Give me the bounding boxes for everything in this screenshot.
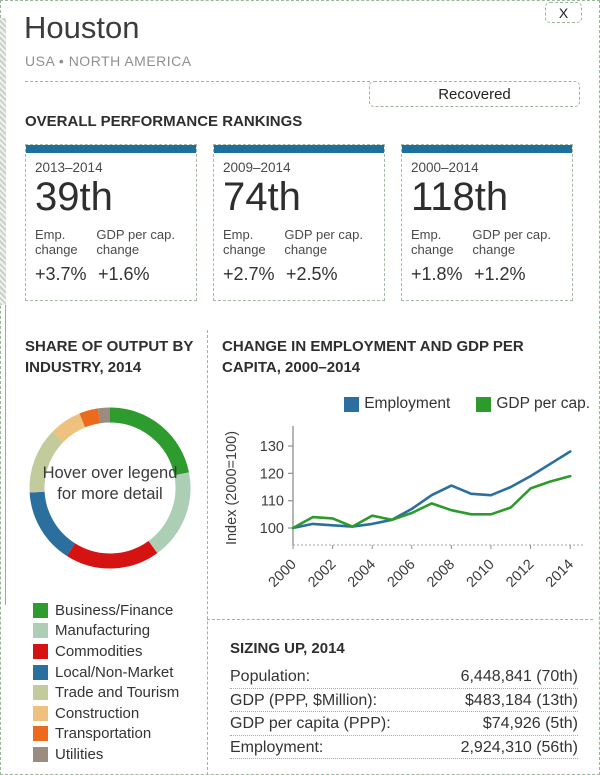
gdp-change-label: GDP per cap. change	[284, 227, 363, 258]
header-divider	[25, 81, 370, 82]
row-label: Employment:	[230, 738, 324, 756]
gdp-per-cap-swatch-icon	[476, 397, 491, 412]
page-subtitle: USA • NORTH AMERICA	[25, 53, 192, 69]
card-accent-bar	[214, 145, 384, 153]
legend-label: Manufacturing	[55, 622, 151, 640]
close-button[interactable]: X	[545, 2, 582, 23]
commodities-swatch-icon	[33, 644, 48, 659]
legend-item-transportation[interactable]	[33, 724, 179, 745]
x-tick-label: 2000	[265, 556, 300, 591]
card-accent-bar	[402, 145, 572, 153]
y-tick-label: 110	[260, 493, 284, 510]
gdp-per-cap-line	[293, 476, 570, 528]
emp-change-label: Emp. change	[223, 227, 266, 258]
legend-item-manufacturing[interactable]	[33, 621, 179, 642]
table-row-employment	[230, 736, 578, 760]
legend-item-commodities[interactable]	[33, 641, 179, 662]
x-tick-label: 2012	[503, 556, 538, 591]
legend-label: Business/Finance	[55, 601, 174, 619]
chart-legend-label: GDP per cap.	[496, 395, 590, 412]
legend-item-local-non-market[interactable]	[33, 662, 179, 683]
business-finance-swatch-icon	[33, 603, 48, 618]
donut-segment-transportation[interactable]	[82, 416, 99, 421]
legend-item-business-finance[interactable]	[33, 600, 179, 621]
industry-legend	[33, 600, 179, 765]
x-tick-label: 2014	[542, 556, 578, 591]
card-rank: 74th	[223, 175, 301, 219]
y-tick-label: 120	[259, 466, 284, 483]
card-period: 2000–2014	[411, 160, 479, 175]
card-rank: 39th	[35, 175, 113, 219]
chart-legend-item-gdp-per-cap[interactable]	[476, 395, 590, 413]
y-tick-label: 130	[259, 439, 284, 455]
row-value: $74,926 (5th)	[482, 715, 578, 732]
industry-chart-title: SHARE OF OUTPUT BY INDUSTRY, 2014	[25, 338, 194, 376]
emp-change-value: +2.7%	[223, 264, 275, 285]
sizing-divider	[207, 619, 593, 620]
legend-label: Trade and Tourism	[55, 684, 180, 702]
page-title: Houston	[24, 10, 140, 45]
donut-hover-hint: Hover over legend for more detail	[42, 464, 178, 503]
trade-and-tourism-swatch-icon	[33, 685, 48, 700]
row-value: $483,184 (13th)	[465, 691, 578, 709]
legend-label: Construction	[55, 704, 140, 722]
y-axis-label: Index (2000=100)	[224, 430, 240, 546]
legend-label: Utilities	[55, 745, 104, 763]
donut-segment-construction[interactable]	[58, 420, 82, 436]
legend-item-utilities[interactable]	[33, 744, 179, 765]
x-tick-label: 2002	[305, 556, 340, 591]
legend-item-trade-and-tourism[interactable]	[33, 682, 179, 703]
employment-swatch-icon	[344, 397, 359, 412]
legend-label: Commodities	[55, 642, 143, 660]
gdp-change-label: GDP per cap. change	[472, 227, 551, 258]
emp-change-value: +1.8%	[411, 264, 463, 285]
x-tick-label: 2008	[424, 556, 459, 591]
ranking-card-2013-2014	[25, 144, 197, 301]
ranking-cards-row	[25, 144, 573, 301]
y-tick-label: 100	[259, 521, 284, 537]
donut-segment-utilities[interactable]	[99, 415, 110, 416]
chart-legend-item-employment[interactable]	[344, 395, 450, 413]
gdp-change-value: +2.5%	[286, 264, 338, 285]
gdp-change-label: GDP per cap. change	[96, 227, 175, 258]
utilities-swatch-icon	[33, 747, 48, 762]
left-edge-line	[5, 305, 6, 605]
ranking-card-2009-2014	[213, 144, 385, 301]
ranking-card-2000-2014	[401, 144, 573, 301]
local-non-market-swatch-icon	[33, 665, 48, 680]
table-row-population	[230, 665, 578, 689]
line-chart-title: CHANGE IN EMPLOYMENT AND GDP PER CAPITA, 2000–2014	[222, 338, 524, 376]
rankings-heading: OVERALL PERFORMANCE RANKINGS	[25, 113, 303, 130]
card-accent-bar	[26, 145, 196, 153]
row-label: GDP (PPP, $Million):	[230, 691, 378, 709]
emp-change-value: +3.7%	[35, 264, 87, 285]
sizing-table	[230, 665, 578, 759]
transportation-swatch-icon	[33, 726, 48, 741]
chart-legend-label: Employment	[364, 395, 451, 412]
row-label: GDP per capita (PPP):	[230, 715, 391, 732]
x-tick-label: 2006	[384, 556, 419, 591]
sizing-heading: SIZING UP, 2014	[230, 640, 345, 657]
employment-gdp-line-chart	[222, 418, 594, 616]
status-button[interactable]: Recovered	[369, 81, 580, 107]
manufacturing-swatch-icon	[33, 623, 48, 638]
gdp-change-value: +1.2%	[474, 264, 526, 285]
legend-label: Local/Non-Market	[55, 663, 174, 681]
x-tick-label: 2010	[463, 556, 498, 591]
x-tick-label: 2004	[344, 556, 380, 591]
emp-change-label: Emp. change	[35, 227, 78, 258]
line-chart-legend	[242, 395, 590, 413]
emp-change-label: Emp. change	[411, 227, 454, 258]
card-period: 2013–2014	[35, 160, 103, 175]
left-edge-artifact	[0, 18, 6, 305]
construction-swatch-icon	[33, 706, 48, 721]
card-rank: 118th	[411, 175, 509, 219]
card-period: 2009–2014	[223, 160, 291, 175]
column-divider	[207, 330, 208, 775]
gdp-change-value: +1.6%	[98, 264, 150, 285]
row-label: Population:	[230, 668, 311, 685]
table-row-gdp-ppp-million	[230, 689, 578, 713]
legend-item-construction[interactable]	[33, 703, 179, 724]
row-value: 6,448,841 (70th)	[460, 668, 578, 685]
legend-label: Transportation	[55, 725, 152, 743]
donut-segment-commodities[interactable]	[71, 547, 153, 561]
table-row-gdp-per-capita-ppp	[230, 712, 578, 736]
row-value: 2,924,310 (56th)	[460, 738, 578, 756]
